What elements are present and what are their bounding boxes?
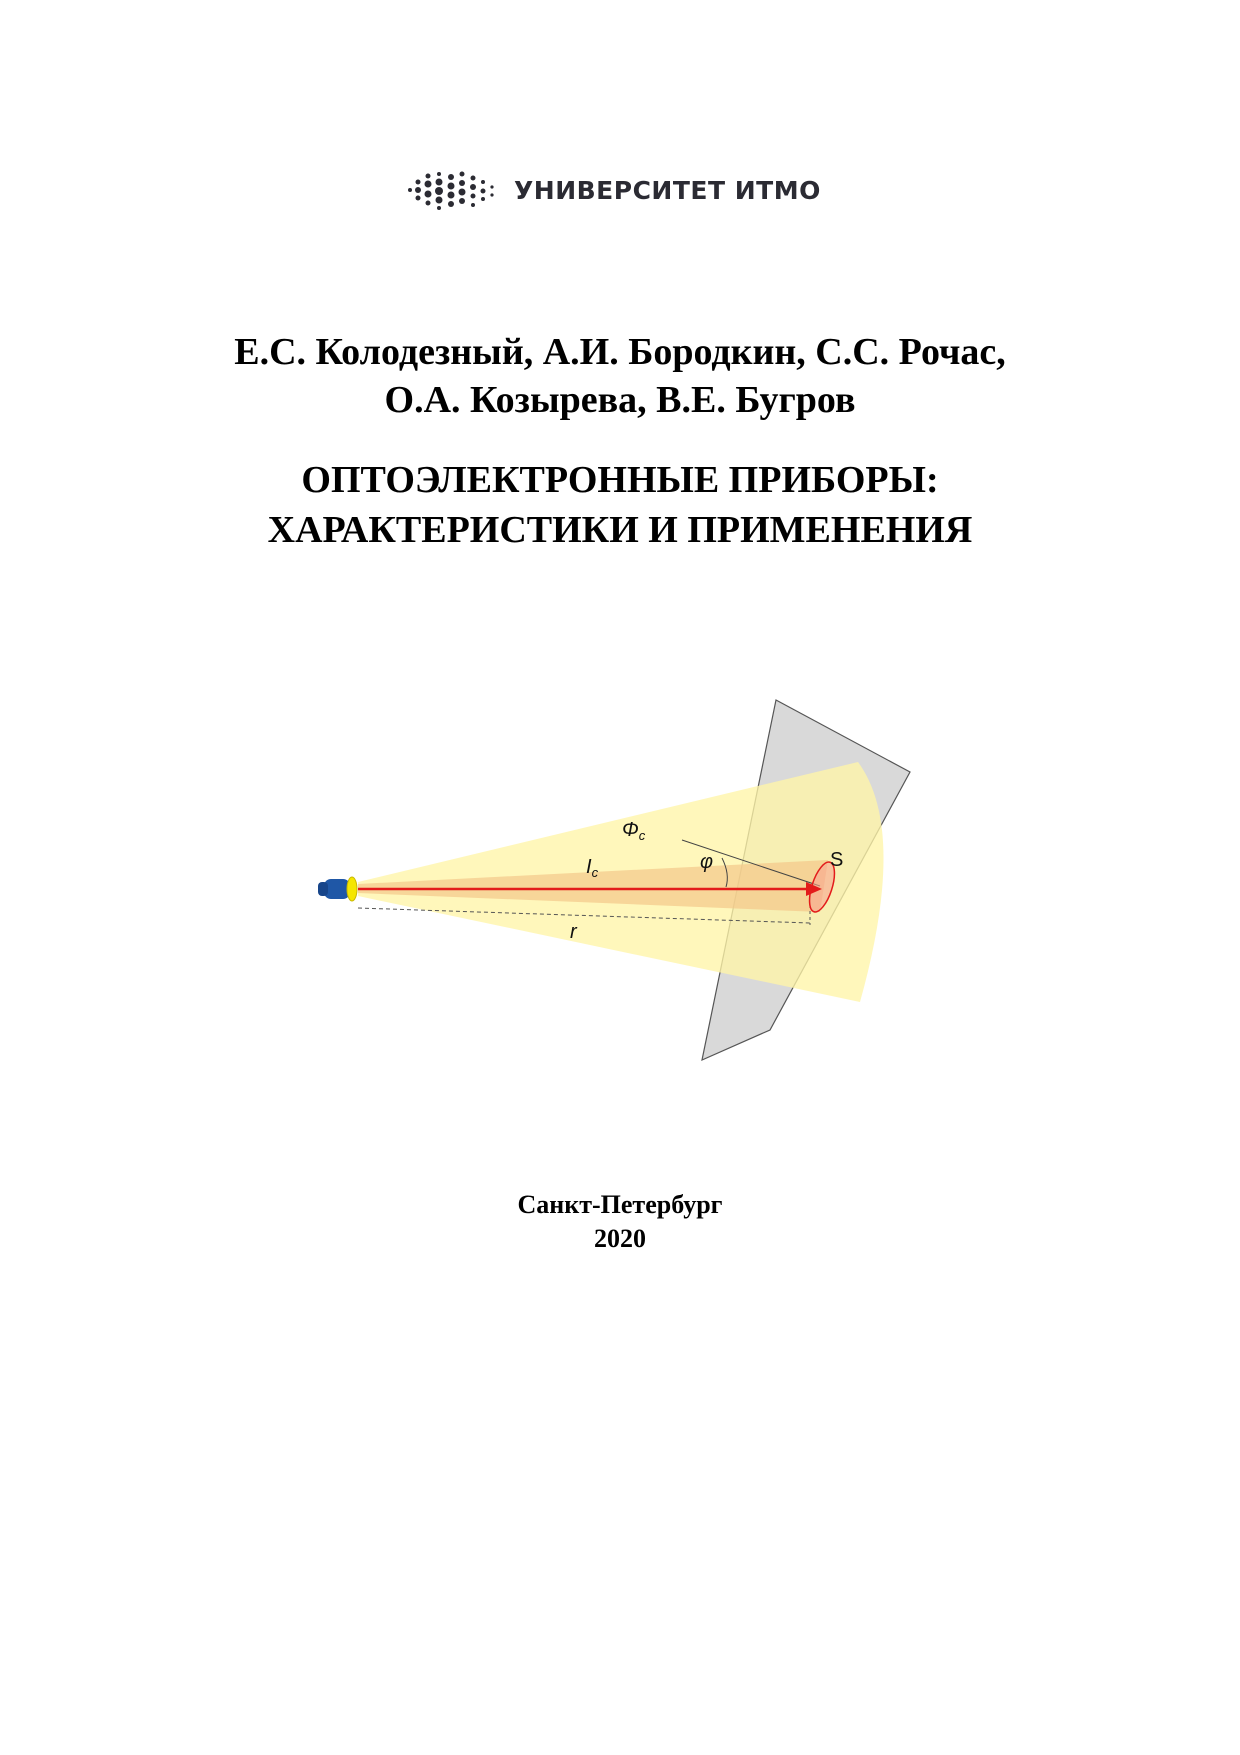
itmo-logo [404,168,821,212]
dots-logo-icon [404,168,500,212]
area-label: S [830,849,844,871]
city: Санкт-Петербург [517,1190,723,1219]
authors [0,328,1240,424]
title-line-2: ХАРАКТЕРИСТИКИ И ПРИМЕНЕНИЯ [267,509,973,551]
book-title [0,455,1240,555]
distance-label: r [570,921,577,943]
led-icon [318,877,357,901]
authors-line-2: О.А. Козырева, В.Е. Бугров [384,379,856,421]
angle-label: φ [700,851,714,873]
year: 2020 [594,1224,646,1253]
university-name: УНИВЕРСИТЕТ ИТМО [514,175,821,205]
luminous-intensity-diagram [310,690,930,1090]
flux-label: $\Phi_c$ [622,819,646,843]
imprint [0,1188,1240,1256]
title-line-1: ОПТОЭЛЕКТРОННЫЕ ПРИБОРЫ: [301,459,939,501]
authors-line-1: Е.С. Колодезный, А.И. Бородкин, С.С. Рочас, [234,331,1006,373]
intensity-label: $I_c$ [586,856,599,880]
